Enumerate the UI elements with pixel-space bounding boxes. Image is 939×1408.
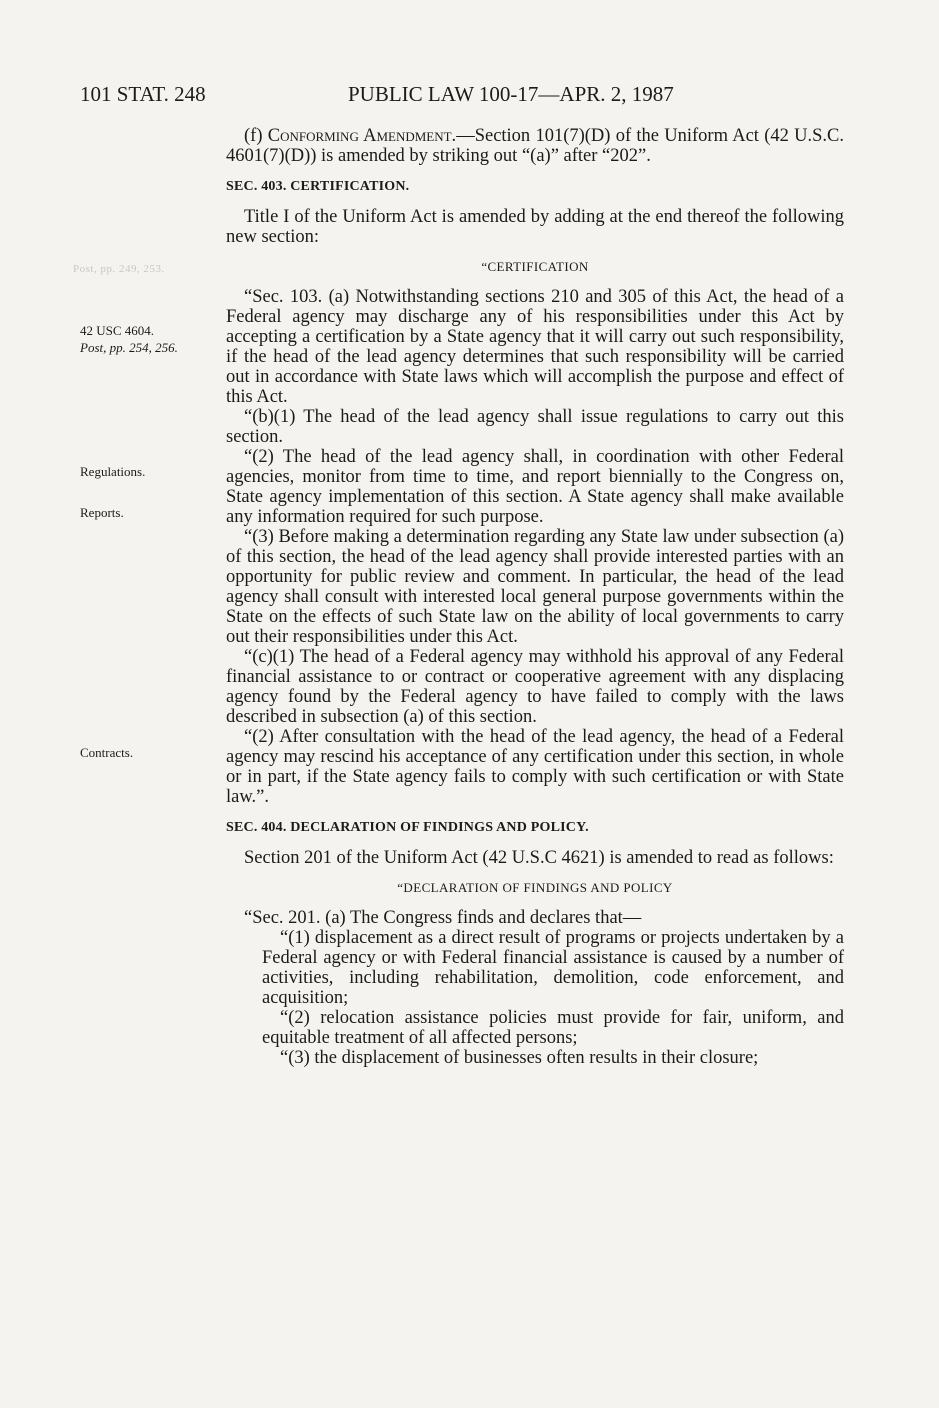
- stat-page-number: 101 STAT. 248: [80, 82, 206, 106]
- list-item-2: “(2) relocation assistance policies must provide for fair, uniform, and equitable treatment of all affected persons;: [262, 1008, 844, 1048]
- margin-note-post: Post, pp. 254, 256.: [80, 340, 178, 355]
- certification-heading: “CERTIFICATION: [481, 259, 589, 274]
- paragraph-b3: “(3) Before making a determination regarding any State law under subsection (a) of this section, the head of the lead agency shall provide interested parties with an opportunity for public review and comment. In particular, the head of the lead agency shall consult with interested local general purpose governments within the State on the effects of such State law on the ability of local governments to carry out their responsibilities under this Act.: [226, 527, 844, 647]
- paragraph-c2: “(2) After consultation with the head of the lead agency, the head of a Federal agency may rescind his acceptance of any certification under this section, in whole or in part, if the State agency fails to comply with such certification or with State law.”.: [226, 727, 844, 807]
- page-header: [80, 80, 860, 108]
- margin-note-regulations: Regulations.: [80, 464, 146, 479]
- paragraph-title-i: Title I of the Uniform Act is amended by adding at the end thereof the following new section:: [226, 207, 844, 247]
- margin-note-contracts: Contracts.: [80, 745, 134, 760]
- paragraph-b1: “(b)(1) The head of the lead agency shall issue regulations to carry out this section.: [226, 407, 844, 447]
- section-404-heading: SEC. 404. DECLARATION OF FINDINGS AND POLICY.: [226, 820, 589, 835]
- paragraph-f: (f) Conforming Amendment.—Section 101(7)(D) of the Uniform Act (42 U.S.C. 4601(7)(D)) is amended by striking out “(a)” after “202”.: [226, 126, 845, 166]
- margin-note-usc-citation: 42 USC 4604.: [80, 323, 155, 338]
- conforming-amendment-heading: Conforming Amendment.: [267, 126, 457, 146]
- paragraph-c1: “(c)(1) The head of a Federal agency may withhold his approval of any Federal financial assistance to or contract or cooperative agreement with any displacing agency found by the Federal agency to have failed to comply with the laws described in subsection (a) of this section.: [226, 647, 844, 727]
- bleed-through-margin-note: Post, pp. 249, 253.: [73, 263, 165, 275]
- paragraph-sec201-intro: Section 201 of the Uniform Act (42 U.S.C 4621) is amended to read as follows:: [244, 848, 834, 868]
- paragraph-b2: “(2) The head of the lead agency shall, in coordination with other Federal agencies, monitor from time to time, and report biennially to the Congress on, State agency implementation of this section. A State agency shall make available any information required for such purpose.: [226, 447, 844, 527]
- declaration-heading: “DECLARATION OF FINDINGS AND POLICY: [397, 880, 673, 895]
- margin-note-reports: Reports.: [80, 505, 124, 520]
- margin-note-usc: [80, 322, 220, 356]
- list-item-3: “(3) the displacement of businesses often results in their closure;: [280, 1048, 759, 1068]
- paragraph-sec201-a: “Sec. 201. (a) The Congress finds and declares that—: [244, 908, 642, 928]
- running-title: PUBLIC LAW 100-17—APR. 2, 1987: [348, 82, 674, 106]
- body-text: [226, 126, 844, 1068]
- list-item-1: “(1) displacement as a direct result of programs or projects undertaken by a Federal agency or with Federal financial assistance is caused by a number of activities, including rehabilitation, demolition, code enforcement, and acquisition;: [262, 928, 844, 1008]
- paragraph-sec103-a: “Sec. 103. (a) Notwithstanding sections 210 and 305 of this Act, the head of a Federal agency may discharge any of his responsibilities under this Act by accepting a certification by a State agency that it will carry out such responsibility, if the head of the lead agency determines that such responsibility will be carried out in accordance with State laws which will accomplish the purpose and effect of this Act.: [226, 287, 844, 407]
- section-403-heading: SEC. 403. CERTIFICATION.: [226, 179, 410, 194]
